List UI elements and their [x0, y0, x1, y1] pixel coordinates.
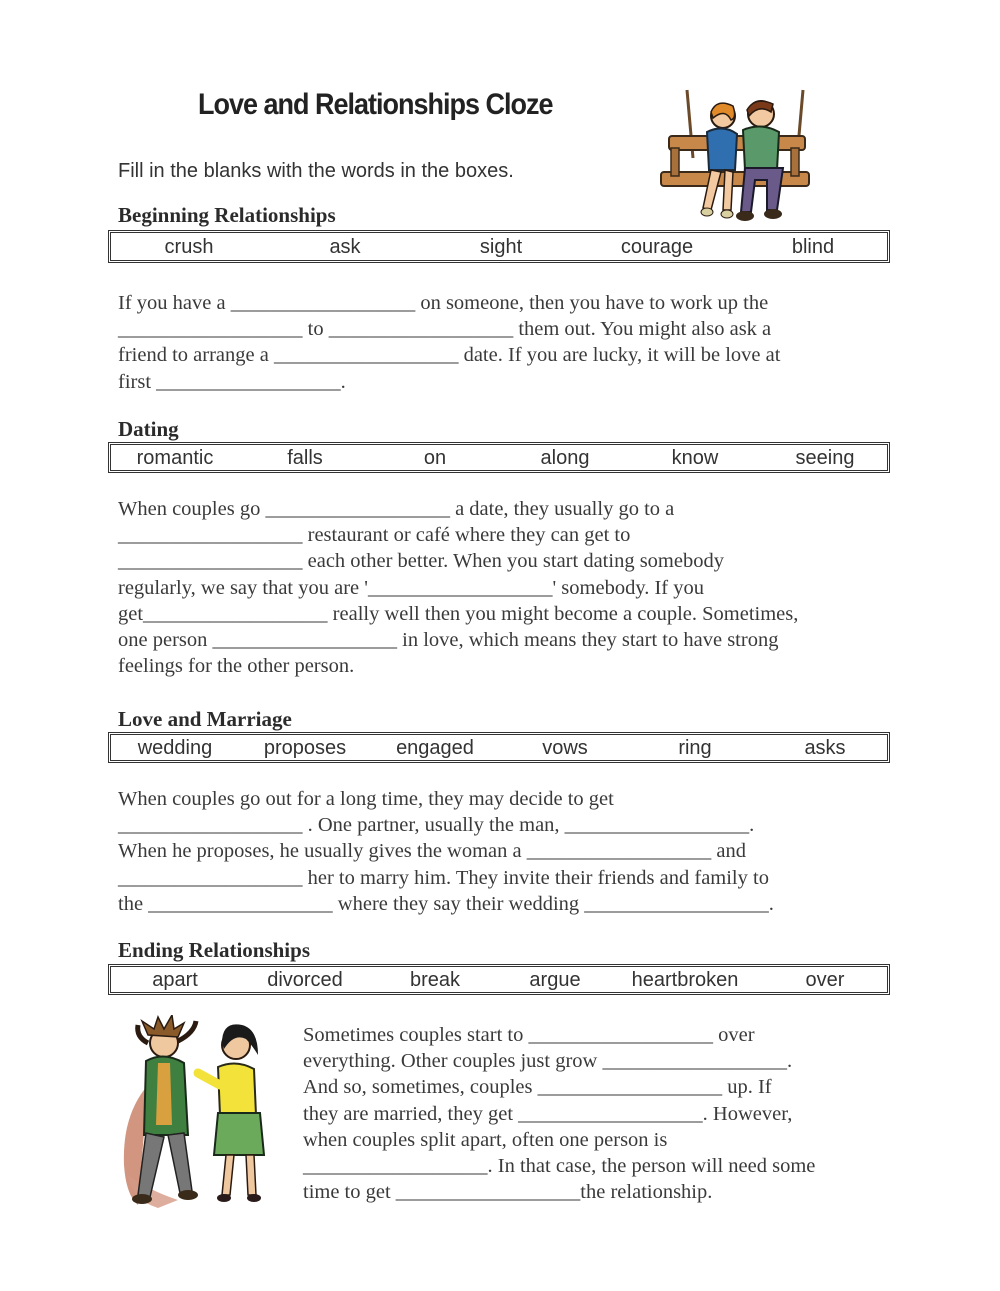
- word-box-item: engaged: [396, 737, 474, 759]
- word-box-item: crush: [164, 236, 214, 258]
- word-box-dating: [108, 442, 890, 473]
- paragraph-line: __________________ to __________________ them out. You might also ask a: [118, 318, 772, 341]
- paragraph-line: When he proposes, he usually gives the woman a __________________ and: [118, 840, 746, 863]
- box-divider: [369, 445, 371, 470]
- word-box-item: proposes: [263, 737, 347, 759]
- word-box-marriage: [108, 732, 890, 763]
- couple-on-swing-illustration: [655, 88, 820, 228]
- instructions: Fill in the blanks with the words in the boxes.: [118, 160, 514, 182]
- paragraph-marriage: [118, 786, 898, 917]
- box-divider: [369, 967, 371, 992]
- word-box-item: divorced: [267, 969, 343, 991]
- word-box-item: over: [805, 969, 845, 991]
- word-box-item: sight: [479, 236, 523, 258]
- word-box-item: romantic: [136, 447, 214, 469]
- word-box-beginning: [108, 230, 890, 263]
- paragraph-line: __________________ restaurant or café where they can get to: [118, 524, 631, 547]
- word-box-ending: [108, 964, 890, 995]
- paragraph-line: __________________. In that case, the person will need some: [303, 1155, 816, 1178]
- word-box-item: along: [540, 447, 590, 469]
- word-box-item: apart: [152, 969, 198, 991]
- word-box-item: wedding: [137, 737, 213, 759]
- paragraph-line: time to get __________________the relationship.: [303, 1181, 713, 1204]
- paragraph-ending: [303, 1022, 903, 1205]
- word-box-item: ask: [329, 236, 361, 258]
- paragraph-dating: [118, 496, 898, 679]
- paragraph-line: When couples go out for a long time, they may decide to get: [118, 788, 614, 810]
- word-box-item: blind: [791, 236, 835, 258]
- paragraph-line: when couples split apart, often one person is: [303, 1128, 668, 1151]
- word-box-item: seeing: [795, 447, 855, 469]
- word-box-item: heartbroken: [631, 969, 739, 991]
- word-box-item: on: [423, 447, 447, 469]
- word-box-item: courage: [620, 236, 694, 258]
- paragraph-line: the __________________ where they say their wedding __________________.: [118, 892, 774, 915]
- paragraph-line: If you have a __________________ on someone, then you have to work up the: [118, 292, 769, 314]
- paragraph-line: Sometimes couples start to __________________ over: [303, 1024, 755, 1046]
- word-box-item: falls: [287, 447, 323, 469]
- page-title: Love and Relationships Cloze: [198, 88, 553, 121]
- section-heading-marriage: Love and Marriage: [118, 707, 292, 731]
- word-box-item: ring: [678, 737, 712, 759]
- paragraph-line: get__________________ really well then you might become a couple. Sometimes,: [118, 602, 799, 625]
- box-divider: [369, 735, 371, 760]
- paragraph-line: When couples go __________________ a date, they usually go to a: [118, 498, 675, 520]
- paragraph-beginning: [118, 290, 898, 395]
- section-heading-ending: Ending Relationships: [118, 938, 310, 962]
- section-heading-dating: Dating: [118, 417, 179, 441]
- word-box-item: argue: [529, 969, 581, 991]
- paragraph-line: And so, sometimes, couples __________________ up. If: [303, 1076, 772, 1099]
- paragraph-line: everything. Other couples just grow __________________.: [303, 1050, 793, 1073]
- section-heading-beginning: Beginning Relationships: [118, 203, 336, 227]
- paragraph-line: __________________ her to marry him. They invite their friends and family to: [118, 866, 769, 889]
- arguing-couple-illustration: [118, 1015, 283, 1210]
- paragraph-line: __________________ . One partner, usually the man, __________________.: [118, 814, 755, 837]
- word-box-item: know: [671, 447, 719, 469]
- word-box-item: vows: [542, 737, 588, 759]
- paragraph-line: one person __________________ in love, which means they start to have strong: [118, 629, 779, 652]
- paragraph-line: regularly, we say that you are '__________________' somebody. If you: [118, 576, 705, 599]
- paragraph-line: they are married, they get __________________. However,: [303, 1102, 793, 1125]
- word-box-item: break: [409, 969, 461, 991]
- paragraph-line: friend to arrange a __________________ date. If you are lucky, it will be love at: [118, 344, 781, 367]
- paragraph-line: __________________ each other better. When you start dating somebody: [118, 550, 724, 573]
- word-box-item: asks: [804, 737, 846, 759]
- paragraph-line: feelings for the other person.: [118, 655, 355, 678]
- paragraph-line: first __________________.: [118, 370, 346, 393]
